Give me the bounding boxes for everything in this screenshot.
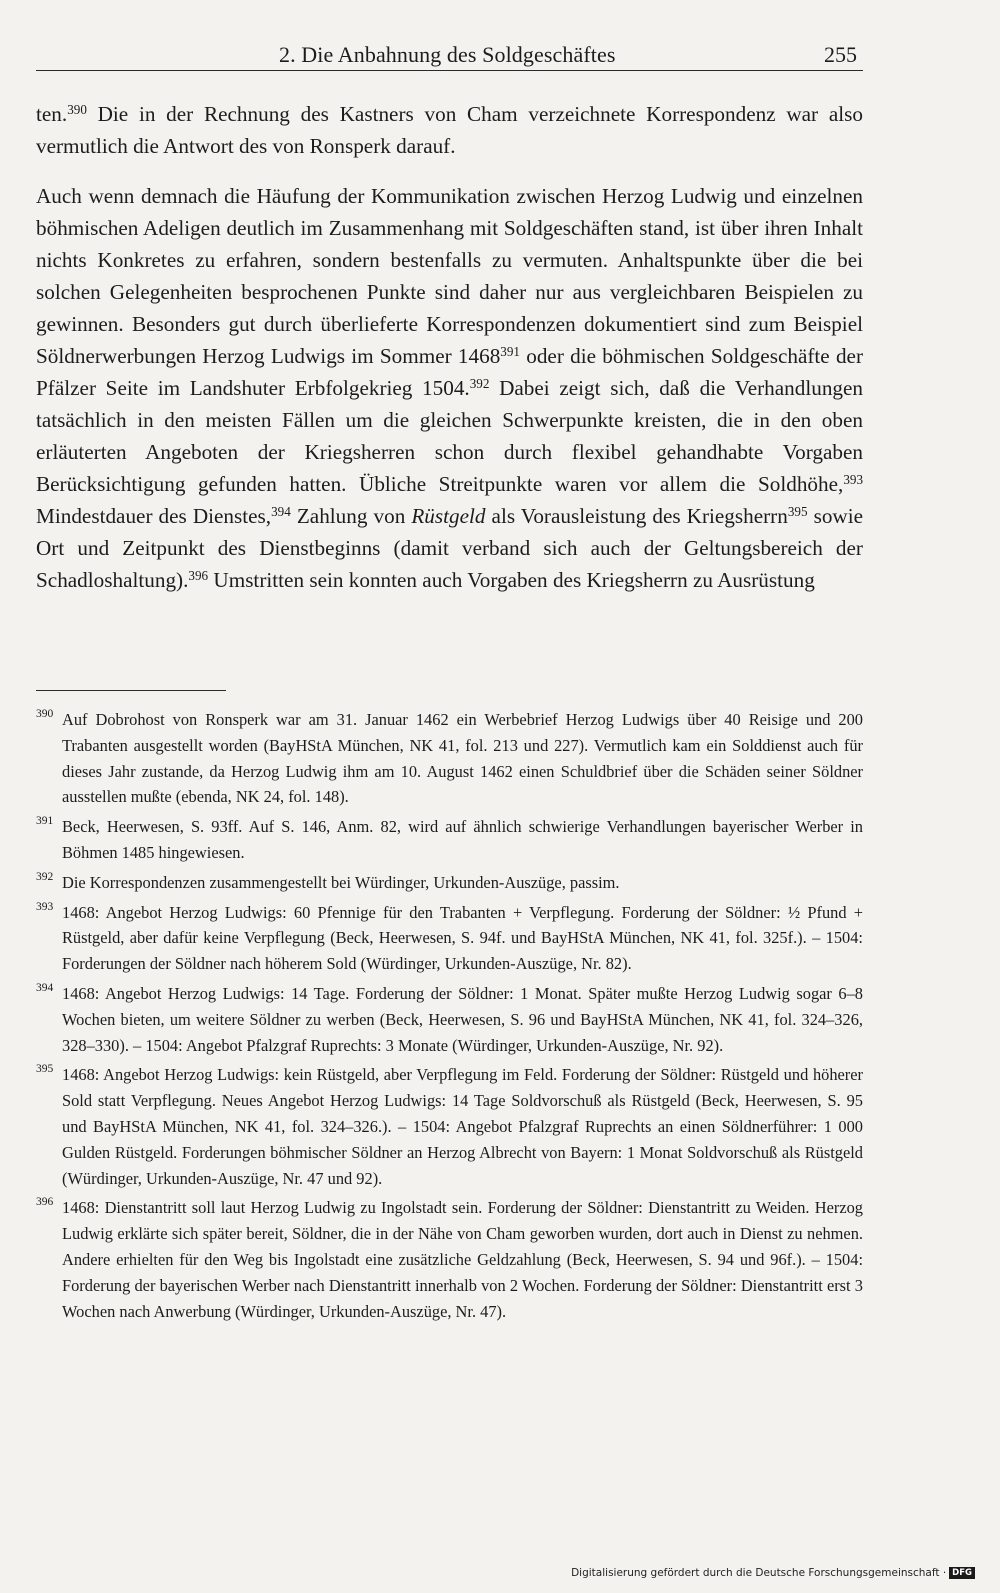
text-run: Mindestdauer des Dienstes, [36,504,272,528]
text-run: Zahlung von [290,504,412,528]
page-number: 255 [824,42,857,67]
footnote-number: 390 [36,708,54,720]
text-run: Dabei zeigt sich, daß die Verhandlungen tatsächlich in den meisten Fällen um die gleichen Schwerpunkte kreisten, die in den oben erläuterten Angeboten der Kriegsherren schon durch flexibel gehandhabte Vorgaben Berücksichtigung gefunden hatten. Übliche Streitpunkte waren vor allem die Soldhöhe, [36,376,863,496]
footnote-ref-390[interactable]: 390 [67,101,87,117]
text-run: oder die böhmischen Soldgeschäfte der Pfälzer Seite im Landshuter Erbfolgekrieg 1504. [36,344,864,400]
paragraph-2 [36,180,863,596]
footnotes [36,707,863,1328]
text-run: Umstritten sein konnten auch Vorgaben des Kriegsherrn zu Ausrüstung [208,568,815,592]
digitization-credit [571,1567,975,1579]
text-run: Auch wenn demnach die Häufung der Kommunikation zwischen Herzog Ludwig und einzelnen böhmischen Adeligen deutlich im Zusammenhang mit Soldgeschäften stand, ist über ihren Inhalt nichts Konkretes zu erfahren, sondern bestenfalls zu vermuten. Anhaltspunkte über die bei solchen Gelegenheiten besprochenen Punkte sind daher nur aus vergleichbaren Beispielen zu gewinnen. Besonders gut durch überlieferte Korrespondenzen dokumentiert sind zum Beispiel Söldnerwerbungen Herzog Ludwigs im Sommer 1468 [36,184,863,368]
footnote-number: 391 [36,815,54,828]
footnote-text: 1468: Dienstantritt soll laut Herzog Ludwig zu Ingolstadt sein. Forderung der Söldner: Dienstantritt zu Weiden. Herzog Ludwig erklärte sich später bereit, Söldner, die in der Nähe von Cham geworben wurden, dort auch in Dienst zu nehmen. Andere erhielten für den Weg bis Ingolstadt eine zusätzliche Geldzahlung (Beck, Heerwesen, S. 94 und 96f.). – 1504: Forderung der bayerischen Werber nach Dienstantritt innerhalb von 2 Wochen. Forderung der Söldner: Dienstantritt erst 3 Wochen nach Anwerbung (Würdinger, Urkunden-Auszüge, Nr. 47). [62,1198,863,1321]
dfg-logo: DFG [949,1567,975,1579]
footnote-number: 393 [36,900,54,913]
footnote-text: Die Korrespondenzen zusammengestellt bei Würdinger, Urkunden-Auszüge, passim. [62,872,620,892]
footnote-ref-391[interactable]: 391 [500,343,520,359]
footnote-number: 396 [36,1196,54,1209]
text-run: Die in der Rechnung des Kastners von Cham verzeichnete Korrespondenz war also vermutlich die Antwort des von Ronsperk darauf. [36,102,863,158]
footnote-396 [36,1195,863,1324]
footnote-ref-393[interactable]: 393 [843,471,863,487]
footnote-392 [36,870,863,896]
footnote-ref-395[interactable]: 395 [787,503,808,519]
footnote-text: 1468: Angebot Herzog Ludwigs: 14 Tage. Forderung der Söldner: 1 Monat. Später mußte Herzog Ludwig sogar 6–8 Wochen bieten, um weitere Söldner zu werben (Beck, Heerwesen, S. 96 und BayHStA München, NK 41, fol. 324–326, 328–330). – 1504: Angebot Pfalzgraf Ruprechts: 3 Monate (Würdinger, Urkunden-Auszüge, Nr. 92). [62,983,863,1055]
footnote-395 [36,1062,863,1191]
text-run: als Vorausleistung des Kriegsherrn [485,504,788,528]
footnote-rule [36,690,226,691]
page-header [36,38,863,71]
footnote-number: 394 [36,981,54,994]
footnote-text: Beck, Heerwesen, S. 93ff. Auf S. 146, Anm. 82, wird auf ähnlich schwierige Verhandlungen bayerischer Werber in Böhmen 1485 hingewiesen. [62,817,863,862]
main-text [36,98,863,596]
term-ruestgeld: Rüstgeld [411,504,486,528]
paragraph-1 [36,98,863,162]
footnote-text: Auf Dobrohost von Ronsperk war am 31. Januar 1462 ein Werbebrief Herzog Ludwigs über 40 Reisige und 200 Trabanten ausgestellt worden (BayHStA München, NK 41, fol. 213 und 227). Vermutlich kam ein Solddienst auch für dieses Jahr zustande, da Herzog Ludwig ihm am 10. August 1462 einen Schuldbrief über die Schäden seiner Söldner ausstellen mußte (ebenda, NK 24, fol. 148). [62,710,863,807]
footnote-ref-392[interactable]: 392 [469,375,490,391]
running-head: 2. Die Anbahnung des Soldgeschäftes [279,42,616,67]
footnote-number: 392 [36,870,54,883]
footnote-394 [36,981,863,1058]
footnote-391 [36,814,863,866]
text-run: ten. [36,102,68,126]
footnote-text: 1468: Angebot Herzog Ludwigs: 60 Pfennige für den Trabanten + Verpflegung. Forderung der Söldner: ½ Pfund + Rüstgeld, aber dafür keine Verpflegung (Beck, Heerwesen, S. 94f. und BayHStA München, NK 41, fol. 325f.). – 1504: Forderungen der Söldner nach höherem Sold (Würdinger, Urkunden-Auszüge, Nr. 82). [62,902,863,974]
footnote-ref-396[interactable]: 396 [188,567,209,583]
footnote-390 [36,707,863,810]
footnote-ref-394[interactable]: 394 [271,503,291,519]
footnote-text: 1468: Angebot Herzog Ludwigs: kein Rüstgeld, aber Verpflegung im Feld. Forderung der Söldner: Rüstgeld und höherer Sold statt Verpflegung. Neues Angebot Herzog Ludwigs: 14 Tage Soldvorschuß als Rüstgeld (Beck, Heerwesen, S. 95 und BayHStA München, NK 41, fol. 324–326.). – 1504: Angebot Pfalzgraf Ruprechts an einen Söldnerführer: 1 000 Gulden Rüstgeld. Forderungen böhmischer Söldner an Herzog Albrecht von Bayern: 1 Monat Soldvorschuß als Rüstgeld (Würdinger, Urkunden-Auszüge, Nr. 47 und 92). [62,1065,863,1188]
footnote-number: 395 [36,1063,54,1076]
credit-text: Digitalisierung gefördert durch die Deutsche Forschungsgemeinschaft · [571,1567,947,1579]
text-run: sowie Ort und Zeitpunkt des Dienstbeginns (damit verband sich auch der Geltungsbereich der Schadloshaltung). [36,504,864,592]
footnote-393 [36,900,863,977]
